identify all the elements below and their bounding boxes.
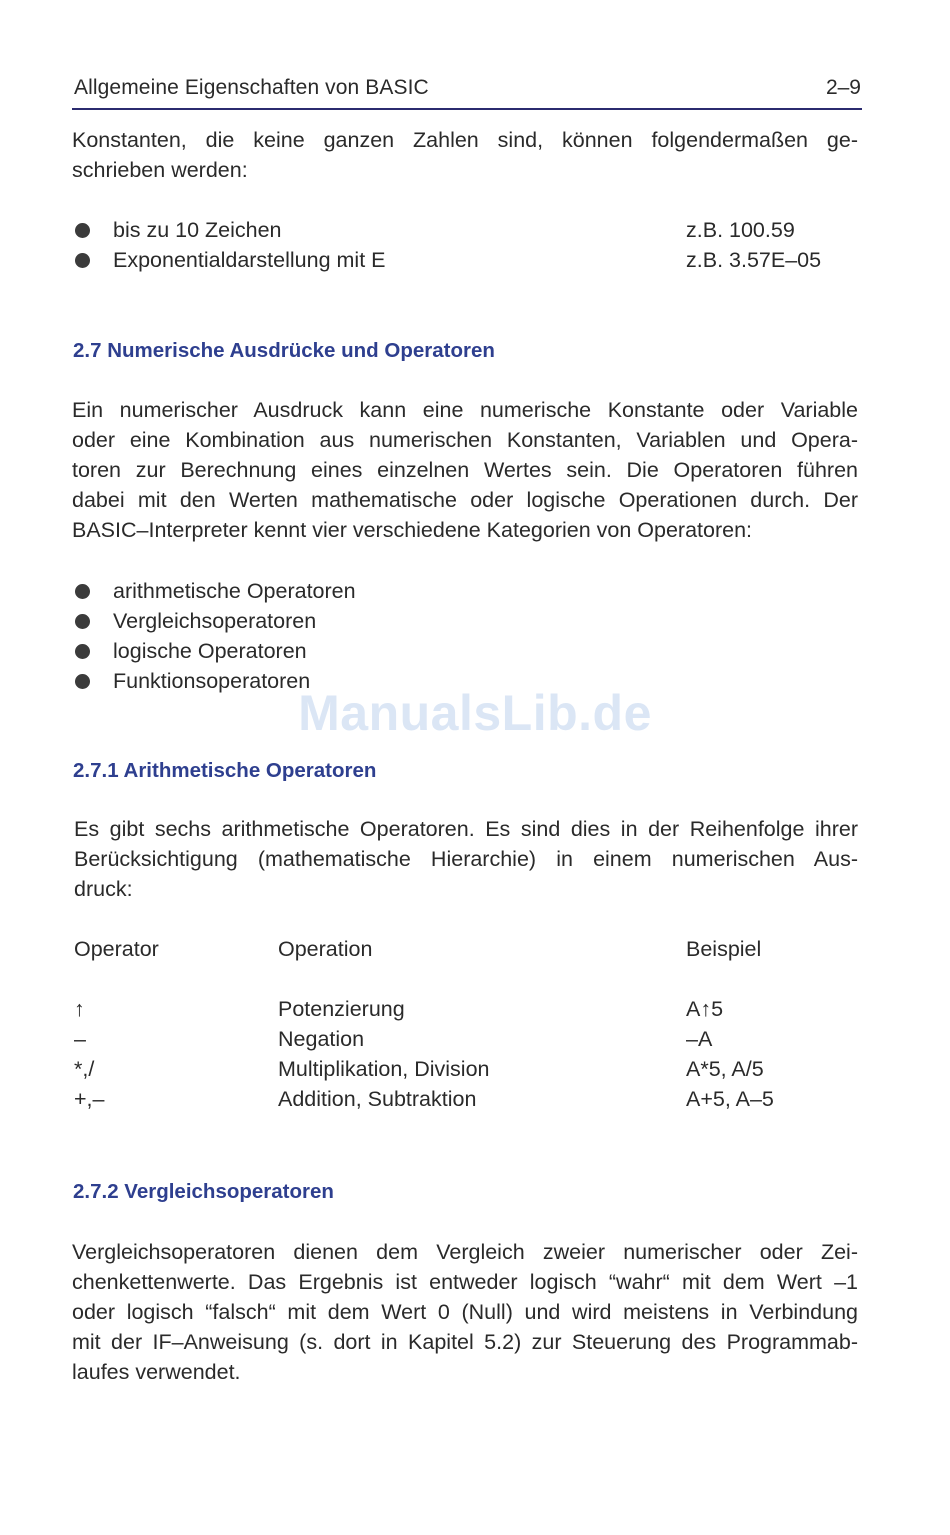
table-header-operation: Operation xyxy=(278,937,373,961)
page-number: 2–9 xyxy=(825,76,861,99)
section-2-7-1-paragraph xyxy=(74,814,858,904)
paragraph-line: schrieben werden: xyxy=(72,158,248,182)
paragraph-line: BASIC–Interpreter kennt vier verschiedene Kategorien von Operatoren: xyxy=(72,518,753,542)
table-cell-operator: +,– xyxy=(74,1087,105,1111)
bullet-icon xyxy=(75,644,90,659)
paragraph-line: laufes verwendet. xyxy=(72,1360,241,1384)
paragraph-line: oder logisch “falsch“ mit dem Wert 0 (Null) und wird meistens in Verbindung xyxy=(72,1300,858,1324)
table-cell-operator: ↑ xyxy=(74,997,85,1021)
table-cell-operation: Negation xyxy=(278,1027,365,1051)
example-value: z.B. 100.59 xyxy=(686,218,795,242)
intro-paragraph xyxy=(72,125,858,185)
section-heading-2-7: 2.7 Numerische Ausdrücke und Operatoren xyxy=(73,339,495,362)
paragraph-line: Konstanten, die keine ganzen Zahlen sind, können folgendermaßen ge- xyxy=(72,128,858,152)
bullet-icon xyxy=(75,253,90,268)
table-cell-example: –A xyxy=(686,1027,713,1051)
paragraph-line: mit der IF–Anweisung (s. dort in Kapitel 5.2) zur Steuerung des Programmab- xyxy=(72,1330,858,1354)
header-rule xyxy=(72,108,862,110)
section-2-7-2-paragraph xyxy=(72,1237,858,1387)
table-cell-example: A+5, A–5 xyxy=(686,1087,774,1111)
example-value: z.B. 3.57E–05 xyxy=(686,248,822,272)
manual-page: Allgemeine Eigenschaften von BASIC 2–9 Konstanten, die keine ganzen Zahlen sind, können folgendermaßen ge- schrieben werden: bis zu 10 Zeichen z.B. 100.59 Exponentialdarstellung mit E z.B. 3.57E–05 2.7 Numerische Ausdrücke und Operatoren Ein numerischer Ausdruck kann eine numerische Konstante oder Variable oder eine Kombination aus numerischen Konstanten, Variablen und Opera- toren zur Berechnung eines einzelnen Wertes sein. Die Operatoren führen dabei mit den Werten mathematische oder logische Operationen durch. Der BASIC–Interpreter kennt vier verschiedene Kategorien von Operatoren: arithmetische Operatoren Vergleichsoperatoren logische Operatoren Funktionsoperatoren ManualsLib.de 2.7.1 Arithmetische Operatoren Es gibt sechs arithmetische Operatoren. Es sind dies in der Reihenfolge ihrer Berücksichtigung (mathematische Hierarchie) in einem numerischen Aus- druck: Operator Operation Beispiel ↑ Potenzierung A↑5 – Negation –A *,/ Multiplikation, Division A*5, A/5 +,– Addition, Subtraktion A+5, A–5 2.7.2 Vergleichsoperatoren Vergleichsoperatoren dienen dem Vergleich zweier numerischer oder Zei- chenkettenwerte. Das Ergebnis ist entweder logisch “wahr“ mit dem Wert –1 oder logisch “falsch“ mit dem Wert 0 (Null) und wird meistens in Verbindung mit der IF–Anweisung (s. dort in Kapitel 5.2) zur Steuerung des Programmab- laufes verwendet. xyxy=(0,0,950,1535)
table-cell-operation: Multiplikation, Division xyxy=(278,1057,490,1081)
table-cell-example: A*5, A/5 xyxy=(686,1057,764,1081)
paragraph-line: dabei mit den Werten mathematische oder logische Operationen durch. Der xyxy=(72,488,858,512)
bullet-icon xyxy=(75,614,90,629)
table-cell-operation: Potenzierung xyxy=(278,997,405,1021)
section-heading-2-7-1: 2.7.1 Arithmetische Operatoren xyxy=(73,759,377,782)
paragraph-line: Berücksichtigung (mathematische Hierarchie) in einem numerischen Aus- xyxy=(74,847,858,871)
paragraph-line: toren zur Berechnung eines einzelnen Wertes sein. Die Operatoren führen xyxy=(72,458,858,482)
paragraph-line: chenkettenwerte. Das Ergebnis ist entweder logisch “wahr“ mit dem Wert –1 xyxy=(72,1270,858,1294)
table-cell-operation: Addition, Subtraktion xyxy=(278,1087,477,1111)
bullet-icon xyxy=(75,223,90,238)
table-header-example: Beispiel xyxy=(686,937,762,961)
section-2-7-paragraph xyxy=(72,395,858,545)
paragraph-line: druck: xyxy=(74,877,133,901)
section-heading-2-7-2: 2.7.2 Vergleichsoperatoren xyxy=(73,1180,334,1203)
paragraph-line: Ein numerischer Ausdruck kann eine numerische Konstante oder Variable xyxy=(72,398,858,422)
running-header-title: Allgemeine Eigenschaften von BASIC xyxy=(74,76,429,99)
paragraph-line: Vergleichsoperatoren dienen dem Vergleich zweier numerischer oder Zei- xyxy=(72,1240,858,1264)
table-header-operator: Operator xyxy=(74,937,159,961)
paragraph-line: Es gibt sechs arithmetische Operatoren. Es sind dies in der Reihenfolge ihrer xyxy=(74,817,858,841)
table-cell-example: A↑5 xyxy=(686,997,724,1021)
paragraph-line: oder eine Kombination aus numerischen Konstanten, Variablen und Opera- xyxy=(72,428,858,452)
table-cell-operator: – xyxy=(74,1027,86,1051)
table-cell-operator: *,/ xyxy=(74,1057,95,1081)
watermark: ManualsLib.de xyxy=(298,685,652,741)
bullet-icon xyxy=(75,584,90,599)
